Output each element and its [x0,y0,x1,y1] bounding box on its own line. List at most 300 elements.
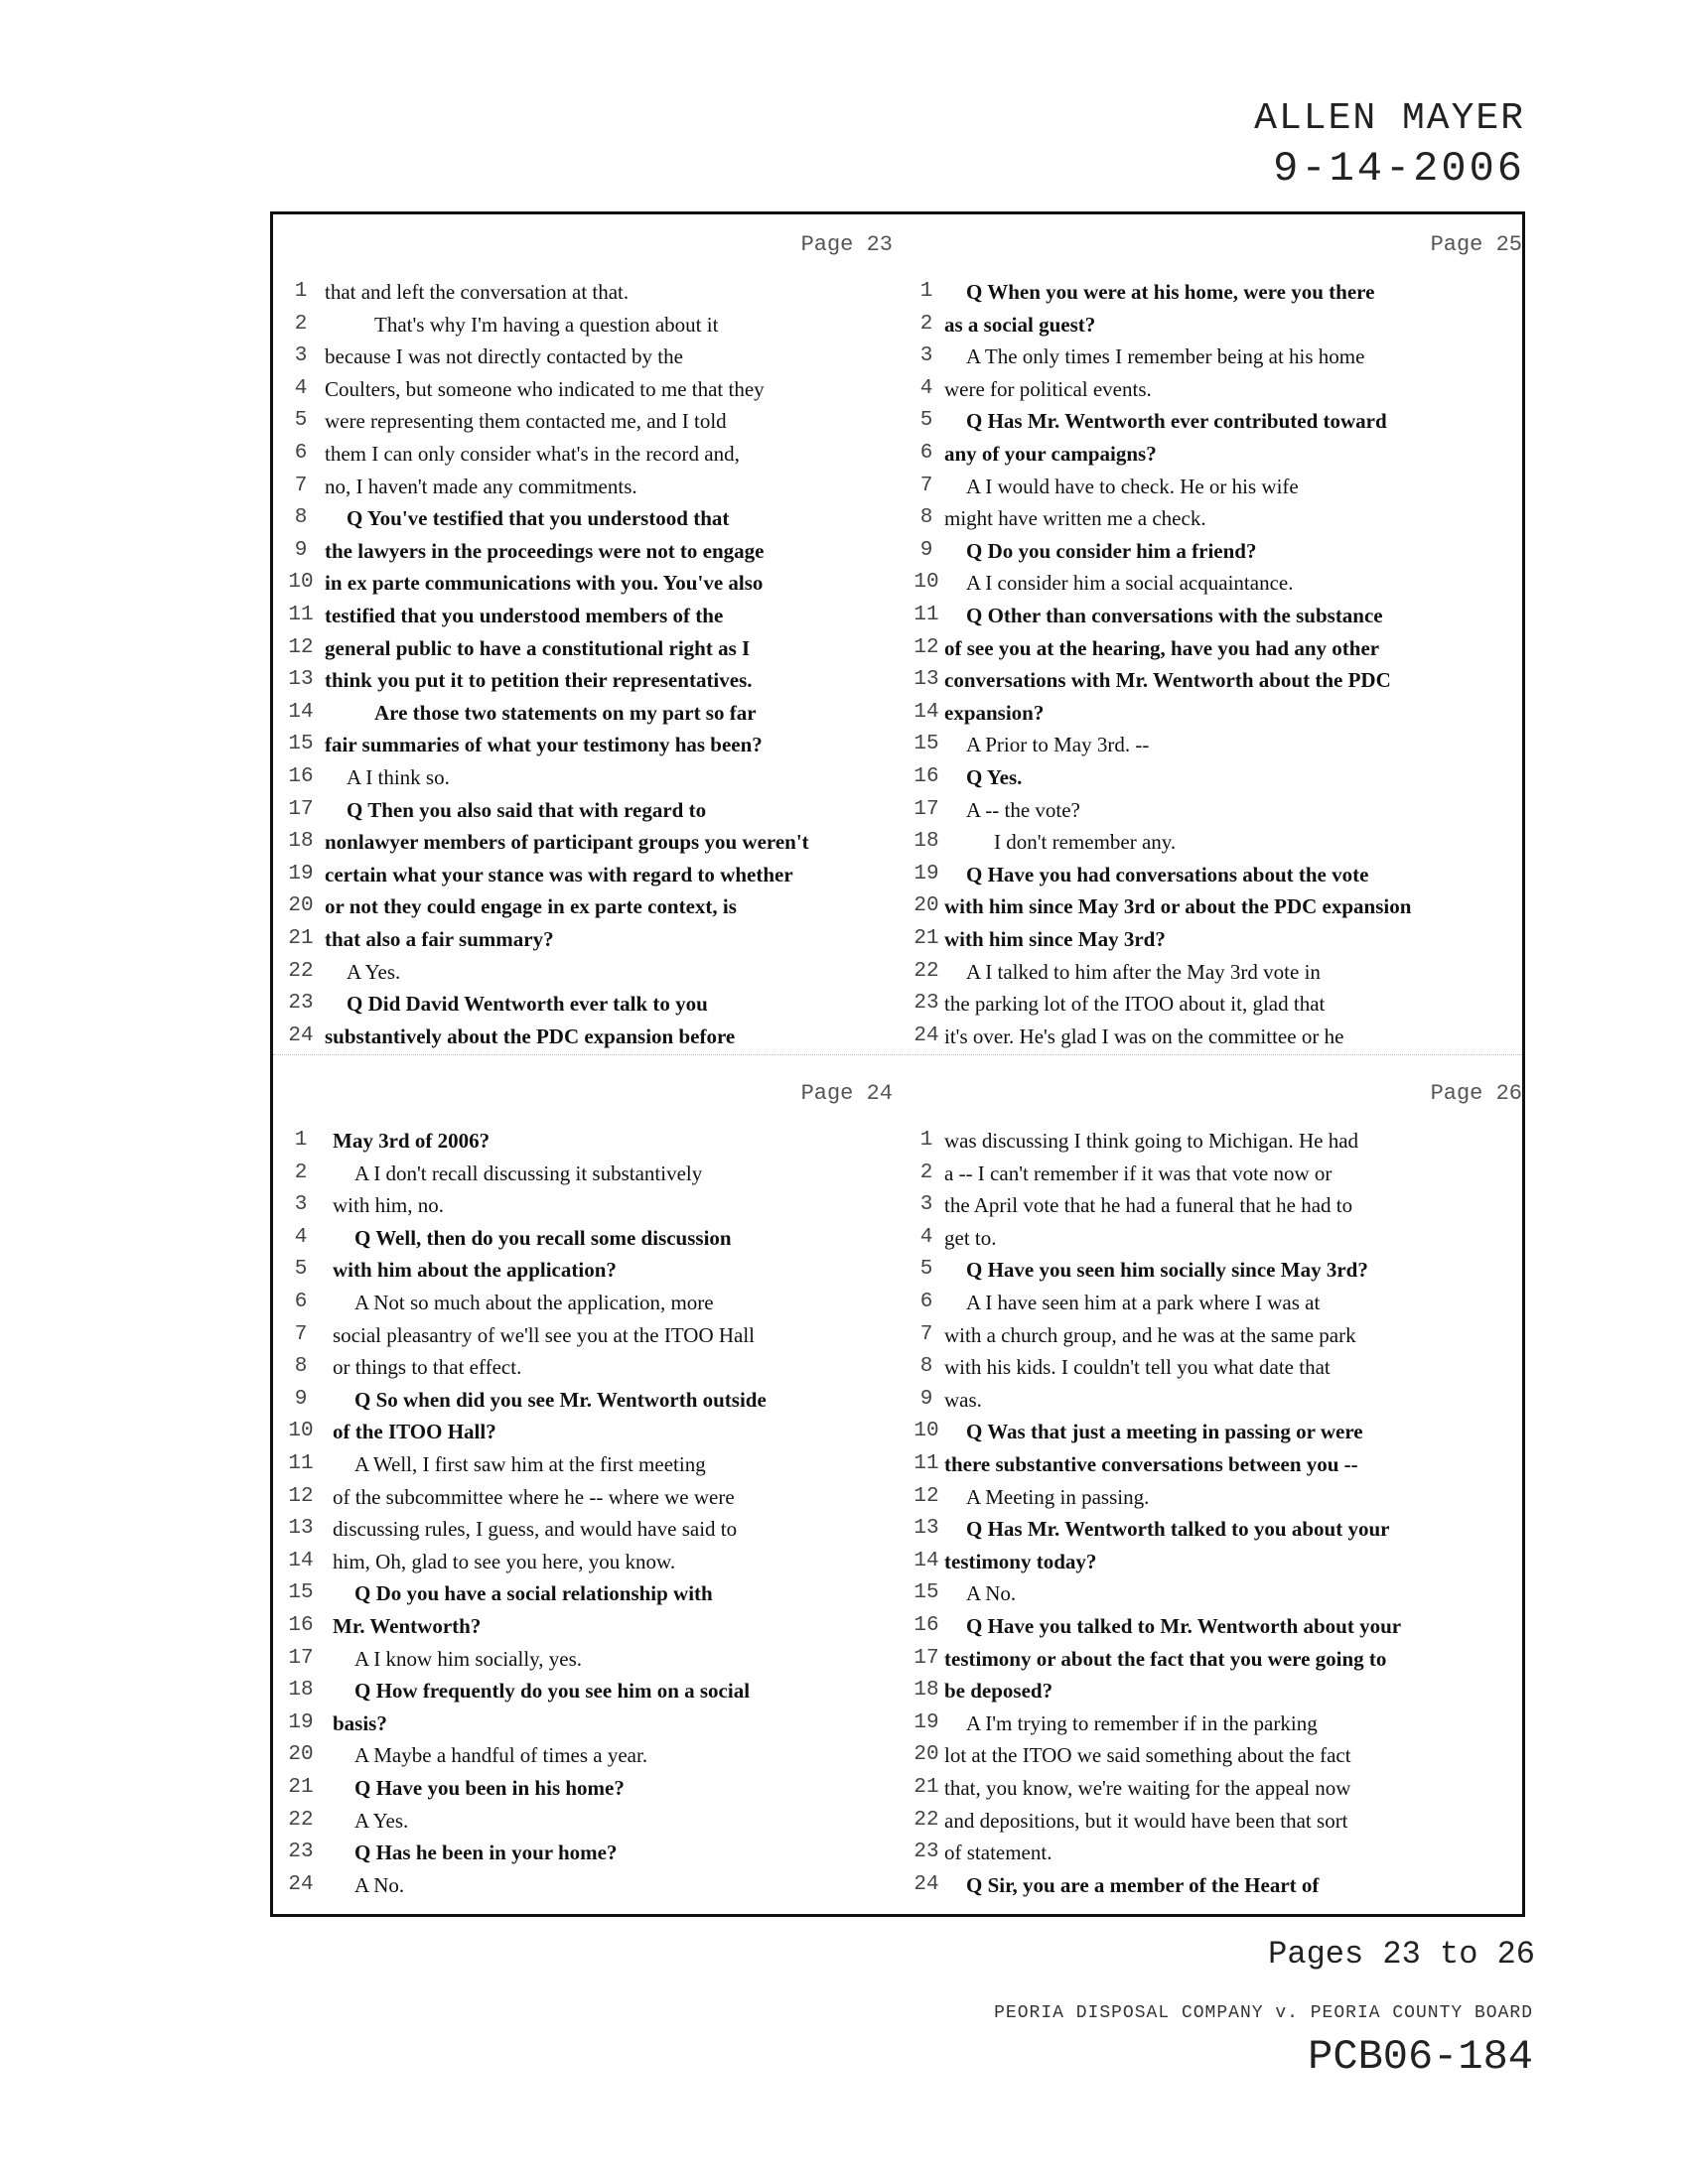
transcript-line [273,761,901,793]
line-number: 5 [919,409,933,433]
transcript-line [273,1675,901,1706]
line-number: 3 [919,1193,933,1217]
line-text: were representing them contacted me, and I told [325,409,727,434]
line-number: 12 [913,1484,939,1508]
line-number: 16 [288,1614,314,1637]
transcript-line [273,826,901,858]
line-number: 14 [913,700,939,724]
line-text: A Yes. [347,959,401,984]
line-number: 7 [294,474,308,497]
line-number: 8 [919,1355,933,1379]
quadrant-page-24 [273,1063,901,1912]
line-number: 11 [913,1452,939,1475]
line-text: Q Has he been in your home? [354,1841,618,1865]
transcript-line [901,1869,1522,1901]
line-number: 2 [919,312,933,336]
transcript-line [901,1448,1522,1480]
line-number: 24 [913,1872,939,1896]
line-number: 17 [913,797,939,821]
transcript-line [273,1384,901,1416]
line-number: 8 [919,506,933,530]
transcript-line [901,697,1522,729]
transcript-box [270,211,1525,1917]
line-text: basis? [333,1710,387,1735]
line-text: Q Have you had conversations about the vote [966,862,1369,887]
line-text: were for political events. [944,376,1152,401]
line-text: A -- the vote? [966,797,1080,822]
transcript-line [273,1448,901,1480]
line-number: 19 [288,1710,314,1734]
transcript-line [273,438,901,470]
line-number: 5 [294,409,308,433]
line-text: expansion? [944,700,1045,725]
line-number: 11 [288,604,314,626]
line-number: 1 [294,280,308,303]
line-number: 18 [913,830,939,854]
transcript-line [273,923,901,955]
line-text: him, Oh, glad to see you here, you know. [333,1549,676,1573]
transcript-line [273,567,901,599]
line-text: A Prior to May 3rd. -- [966,733,1150,757]
line-text: A I would have to check. He or his wife [966,474,1299,498]
line-text: as a social guest? [944,312,1096,337]
quadrant-page-25 [901,214,1522,1063]
line-text: that and left the conversation at that. [325,280,630,304]
line-number: 7 [294,1322,308,1346]
line-number: 12 [288,1484,314,1508]
line-text: Q Have you been in his home? [354,1776,625,1800]
transcript-line [273,859,901,890]
line-text: nonlawyer members of participant groups you weren't [325,830,809,855]
transcript-line [273,1869,901,1901]
line-number: 3 [919,344,933,368]
line-number: 10 [288,1420,314,1443]
line-number: 21 [288,1776,314,1799]
transcript-line [901,632,1522,664]
line-text: with him since May 3rd or about the PDC expansion [944,894,1412,919]
line-number: 22 [913,959,939,983]
line-number: 9 [294,1387,308,1411]
transcript-line [901,1837,1522,1868]
transcript-line [901,794,1522,826]
line-number: 4 [294,376,308,400]
line-text: testified that you understood members of the [325,604,724,627]
line-text: That's why I'm having a question about it [374,312,719,337]
line-number: 8 [294,506,308,530]
line-text: no, I haven't made any commitments. [325,474,637,498]
transcript-line [273,1837,901,1868]
line-text: Mr. Wentworth? [333,1614,482,1638]
line-number: 17 [913,1646,939,1670]
line-text: A I'm trying to remember if in the parking [966,1710,1318,1735]
transcript-line [273,1772,901,1804]
line-text: A Not so much about the application, more [354,1291,714,1314]
transcript-line [273,1125,901,1157]
line-number: 21 [913,927,939,950]
line-number: 1 [294,1129,308,1152]
line-number: 6 [919,1291,933,1313]
line-text: Q Was that just a meeting in passing or were [966,1420,1363,1444]
line-number: 2 [294,312,308,336]
line-text: A I think so. [347,765,450,789]
line-number: 2 [294,1160,308,1184]
transcript-line [273,1805,901,1837]
line-text: Q Has Mr. Wentworth ever contributed toward [966,409,1387,434]
transcript-line [901,1254,1522,1286]
case-caption: PEORIA DISPOSAL COMPANY v. PEORIA COUNTY BOARD [994,2003,1533,2023]
line-number: 10 [288,571,314,595]
line-number: 24 [913,1024,939,1047]
transcript-line [901,1513,1522,1545]
quadrant-page-26 [901,1063,1522,1912]
transcript-line [273,1481,901,1513]
transcript-line [901,1739,1522,1771]
transcript-line [901,1416,1522,1447]
transcript-line [901,1158,1522,1189]
line-number: 1 [919,280,933,303]
line-text: A The only times I remember being at his home [966,344,1365,369]
line-text: that, you know, we're waiting for the appeal now [944,1776,1351,1800]
line-number: 21 [288,927,314,950]
pages-range: Pages 23 to 26 [1268,1936,1535,1973]
transcript-line [273,1287,901,1318]
line-text: Q How frequently do you see him on a social [354,1679,751,1704]
line-text: it's over. He's glad I was on the committee or he [944,1024,1344,1048]
line-number: 2 [919,1160,933,1184]
line-number: 14 [913,1549,939,1572]
line-text: Q Have you talked to Mr. Wentworth about your [966,1614,1402,1638]
transcript-line [273,890,901,922]
line-number: 16 [913,1614,939,1637]
line-number: 16 [913,765,939,788]
transcript-line [901,600,1522,631]
transcript-line [901,341,1522,372]
line-text: Q So when did you see Mr. Wentworth outside [354,1387,767,1412]
line-text: the lawyers in the proceedings were not to engage [325,538,765,563]
line-text: or things to that effect. [333,1355,522,1380]
line-text: them I can only consider what's in the record and, [325,442,740,466]
line-number: 3 [294,344,308,368]
transcript-line [273,1546,901,1577]
line-number: 23 [913,1841,939,1864]
line-text: A Yes. [354,1808,409,1833]
line-number: 17 [288,797,314,821]
line-text: of the ITOO Hall? [333,1420,496,1444]
line-number: 9 [919,538,933,562]
line-text: Q Other than conversations with the substance [966,604,1383,627]
transcript-line [901,1772,1522,1804]
line-number: 23 [288,1841,314,1864]
transcript-line [901,535,1522,567]
transcript-line [273,956,901,988]
transcript-line [273,1021,901,1052]
line-number: 4 [919,376,933,400]
line-number: 21 [913,1776,939,1799]
line-text: Q When you were at his home, were you there [966,280,1375,304]
line-text: fair summaries of what your testimony has been? [325,733,763,757]
line-number: 20 [288,894,314,918]
transcript-line [273,276,901,308]
line-text: A I talked to him after the May 3rd vote in [966,959,1321,984]
transcript-line [273,1416,901,1447]
line-text: the parking lot of the ITOO about it, glad that [944,992,1326,1017]
line-text: Q Then you also said that with regard to [347,797,707,822]
line-text: A Meeting in passing. [966,1484,1150,1509]
line-text: of the subcommittee where he -- where we were [333,1484,735,1509]
line-text: conversations with Mr. Wentworth about the PDC [944,668,1391,693]
line-text: of see you at the hearing, have you had any other [944,635,1380,660]
transcript-line [901,664,1522,696]
line-number: 15 [913,1581,939,1605]
line-text: of statement. [944,1841,1052,1865]
line-text: and depositions, but it would have been that sort [944,1808,1348,1833]
line-text: with his kids. I couldn't tell you what date that [944,1355,1331,1380]
line-number: 18 [288,830,314,854]
transcript-line [273,1222,901,1254]
transcript-line [273,1189,901,1221]
line-text: there substantive conversations between you -- [944,1452,1358,1476]
line-text: A No. [354,1872,405,1897]
line-text: be deposed? [944,1679,1053,1704]
line-number: 9 [294,538,308,562]
line-text: A I consider him a social acquaintance. [966,571,1294,596]
line-text: testimony today? [944,1549,1097,1573]
line-text: testimony or about the fact that you were going to [944,1646,1387,1671]
line-number: 19 [288,862,314,886]
line-number: 22 [913,1808,939,1832]
line-text: any of your campaigns? [944,442,1157,466]
transcript-line [273,600,901,631]
line-text: Q Did David Wentworth ever talk to you [347,992,708,1017]
line-number: 6 [294,442,308,465]
line-number: 1 [919,1129,933,1152]
line-number: 16 [288,765,314,788]
transcript-line [901,1222,1522,1254]
line-number: 5 [919,1258,933,1282]
line-number: 23 [288,992,314,1016]
line-text: with him, no. [333,1193,445,1218]
line-number: 7 [919,1322,933,1346]
line-number: 8 [294,1355,308,1379]
transcript-line [901,1319,1522,1351]
page-label: Page 23 [800,232,893,257]
line-number: 13 [288,668,314,692]
transcript-line [901,1481,1522,1513]
transcript-line [901,1384,1522,1416]
transcript-line [901,956,1522,988]
line-number: 18 [913,1679,939,1703]
transcript-line [901,502,1522,534]
transcript-line [273,697,901,729]
line-number: 4 [294,1225,308,1249]
transcript-line [901,373,1522,405]
transcript-line [273,405,901,437]
line-text: because I was not directly contacted by the [325,344,683,369]
line-text: in ex parte communications with you. You've also [325,571,764,596]
line-text: that also a fair summary? [325,927,554,951]
transcript-line [901,1610,1522,1642]
line-text: might have written me a check. [944,506,1206,531]
transcript-line [901,405,1522,437]
line-text: Q Have you seen him socially since May 3rd? [966,1258,1368,1283]
transcript-line [901,1675,1522,1706]
transcript-line [273,1707,901,1739]
transcript-line [901,471,1522,502]
line-number: 24 [288,1024,314,1047]
transcript-line [273,471,901,502]
line-number: 14 [288,700,314,724]
line-number: 5 [294,1258,308,1282]
line-text: Q Yes. [966,765,1023,789]
line-number: 13 [913,1517,939,1541]
line-text: social pleasantry of we'll see you at the ITOO Hall [333,1322,756,1347]
line-text: lot at the ITOO we said something about the fact [944,1743,1351,1768]
transcript-line [273,794,901,826]
line-number: 11 [913,604,939,626]
line-text: Are those two statements on my part so far [374,700,757,725]
line-number: 19 [913,862,939,886]
transcript-line [273,1158,901,1189]
line-number: 13 [288,1517,314,1541]
transcript-line [273,373,901,405]
line-text: was discussing I think going to Michigan. He had [944,1129,1359,1153]
line-text: general public to have a constitutional right as I [325,635,751,660]
transcript-line [273,1577,901,1609]
transcript-line [273,1513,901,1545]
deposition-date: 9-14-2006 [1273,145,1525,193]
page-label: Page 25 [1430,232,1522,257]
quadrant-page-23 [273,214,901,1063]
line-number: 22 [288,1808,314,1832]
line-number: 10 [913,571,939,595]
line-number: 20 [913,1743,939,1767]
transcript-line [901,1189,1522,1221]
line-number: 14 [288,1549,314,1572]
transcript-line [901,309,1522,341]
line-number: 11 [288,1452,314,1475]
line-text: get to. [944,1225,997,1250]
line-number: 12 [913,635,939,659]
line-text: with him since May 3rd? [944,927,1166,951]
line-number: 3 [294,1193,308,1217]
line-number: 22 [288,959,314,983]
line-text: or not they could engage in ex parte context, is [325,894,737,919]
line-text: A I don't recall discussing it substantively [354,1160,703,1185]
transcript-line [273,664,901,696]
line-text: Coulters, but someone who indicated to me that they [325,376,765,401]
line-text: Q You've testified that you understood that [347,506,730,531]
line-text: Q Do you have a social relationship with [354,1581,713,1606]
line-text: Q Well, then do you recall some discussion [354,1225,732,1250]
transcript-line [273,502,901,534]
line-text: I don't remember any. [994,830,1177,855]
line-number: 20 [913,894,939,918]
line-text: A I know him socially, yes. [354,1646,583,1671]
line-text: A Maybe a handful of times a year. [354,1743,648,1768]
line-text: substantively about the PDC expansion before [325,1024,736,1048]
transcript-line [901,890,1522,922]
transcript-line [901,1707,1522,1739]
line-text: Q Has Mr. Wentworth talked to you about your [966,1517,1390,1542]
transcript-line [273,988,901,1020]
transcript-line [901,1546,1522,1577]
page-label: Page 24 [800,1081,893,1106]
transcript-line [273,341,901,372]
transcript-line [273,1319,901,1351]
line-number: 23 [913,992,939,1016]
transcript-line [901,1287,1522,1318]
transcript-line [901,826,1522,858]
line-text: with a church group, and he was at the same park [944,1322,1356,1347]
line-text: A No. [966,1581,1017,1606]
transcript-line [273,1739,901,1771]
transcript-line [901,729,1522,760]
line-text: May 3rd of 2006? [333,1129,491,1153]
line-text: A I have seen him at a park where I was at [966,1291,1321,1314]
line-text: with him about the application? [333,1258,617,1283]
line-number: 6 [294,1291,308,1313]
line-text: think you put it to petition their representatives. [325,668,753,693]
line-number: 15 [913,733,939,756]
transcript-line [901,567,1522,599]
transcript-line [901,1021,1522,1052]
line-number: 10 [913,1420,939,1443]
transcript-line [273,535,901,567]
line-number: 15 [288,1581,314,1605]
transcript-line [901,1643,1522,1675]
line-number: 9 [919,1387,933,1411]
line-number: 4 [919,1225,933,1249]
line-number: 24 [288,1872,314,1896]
line-number: 20 [288,1743,314,1767]
line-text: discussing rules, I guess, and would have said to [333,1517,738,1542]
line-number: 12 [288,635,314,659]
transcript-line [901,438,1522,470]
transcript-line [901,761,1522,793]
transcript-line [901,1805,1522,1837]
transcript-line [273,1351,901,1383]
transcript-line [901,1125,1522,1157]
transcript-line [901,1351,1522,1383]
line-number: 17 [288,1646,314,1670]
line-text: a -- I can't remember if it was that vote now or [944,1160,1333,1185]
line-text: certain what your stance was with regard to whether [325,862,793,887]
transcript-line [901,988,1522,1020]
page-label: Page 26 [1430,1081,1522,1106]
transcript-line [273,1610,901,1642]
line-text: A Well, I first saw him at the first meeting [354,1452,706,1476]
line-number: 13 [913,668,939,692]
quadrant-divider [273,1054,1522,1055]
line-text: Q Sir, you are a member of the Heart of [966,1872,1320,1897]
case-number: PCB06-184 [1308,2033,1533,2081]
line-text: Q Do you consider him a friend? [966,538,1257,563]
transcript-line [901,276,1522,308]
transcript-line [273,309,901,341]
transcript-line [273,1643,901,1675]
transcript-line [273,1254,901,1286]
line-number: 15 [288,733,314,756]
deponent-name: ALLEN MAYER [1254,97,1525,140]
transcript-line [901,859,1522,890]
line-text: was. [944,1387,982,1412]
line-number: 6 [919,442,933,465]
line-text: the April vote that he had a funeral that he had to [944,1193,1353,1218]
transcript-line [901,1577,1522,1609]
line-number: 18 [288,1679,314,1703]
line-number: 7 [919,474,933,497]
transcript-line [273,729,901,760]
